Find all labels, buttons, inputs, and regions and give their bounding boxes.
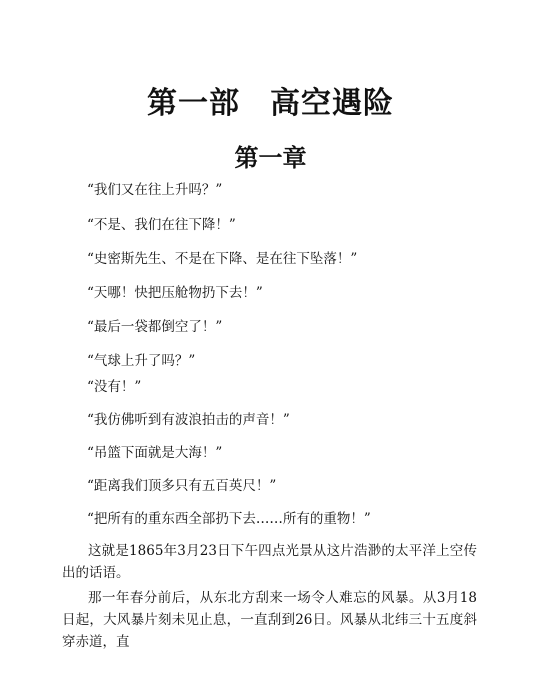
body-paragraph: 那一年春分前后，从东北方刮来一场令人难忘的风暴。从3月18日起，大风暴片刻未见止息，一直刮到26日。风暴从北纬三十五度斜穿赤道，直 [62,590,477,650]
dialogue-line: “我仿佛听到有波浪拍击的声音！” [87,412,290,428]
dialogue-line: “我们又在往上升吗？” [87,182,223,198]
dialogue-line: “不是、我们在往下降！” [87,217,236,233]
dialogue-line: “气球上升了吗？” [87,353,196,369]
dialogue-line: “把所有的重东西全部扔下去……所有的重物！” [87,511,371,527]
part-title [0,78,541,122]
dialogue-line: “距离我们顶多只有五百英尺！” [87,478,277,494]
dialogue-line: “史密斯先生、不是在下降、是在往下坠落！” [87,251,358,267]
chapter-title: 第一章 [234,143,307,172]
dialogue-line: “天哪！快把压舱物扔下去！” [87,285,263,301]
dialogue-line: “最后一袋都倒空了！” [87,319,223,335]
part-number: 第一部 [147,86,240,121]
part-subtitle: 高空遇险 [270,86,394,121]
dialogue-line: “没有！” [87,379,142,395]
dialogue-line: “吊篮下面就是大海！” [87,445,223,461]
body-paragraph: 这就是1865年3月23日下午四点光景从这片浩渺的太平洋上空传出的话语。 [62,543,477,581]
